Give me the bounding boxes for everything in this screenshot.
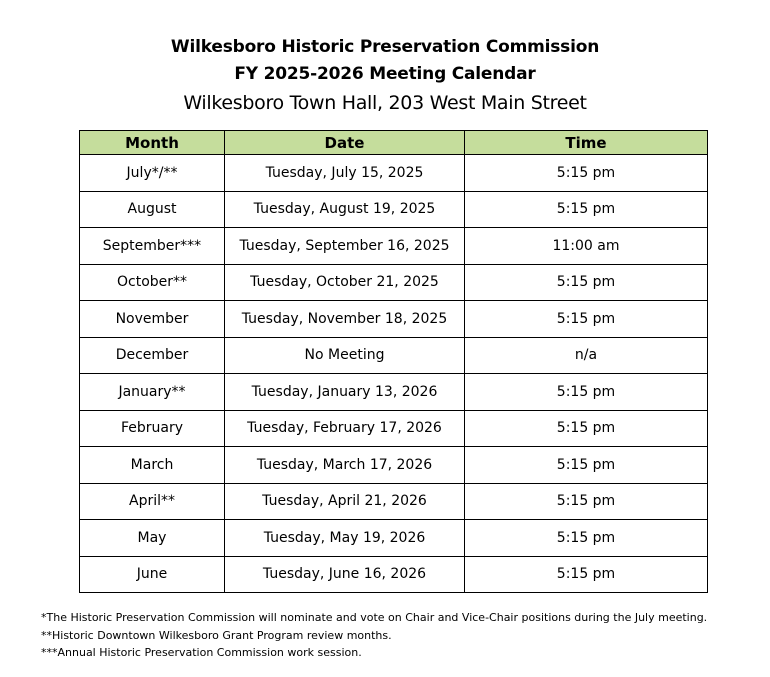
- table-row: [80, 301, 708, 338]
- month-cell: May: [80, 520, 225, 557]
- date-cell: Tuesday, October 21, 2025: [225, 264, 465, 301]
- table-row: [80, 447, 708, 484]
- meeting-calendar-table: [79, 130, 708, 593]
- time-cell: 5:15 pm: [465, 447, 708, 484]
- month-cell: April**: [80, 483, 225, 520]
- date-cell: Tuesday, September 16, 2025: [225, 228, 465, 265]
- table-row: [80, 556, 708, 593]
- time-cell: 5:15 pm: [465, 520, 708, 557]
- date-cell: Tuesday, November 18, 2025: [225, 301, 465, 338]
- footnotes: [41, 609, 761, 662]
- table-row: [80, 410, 708, 447]
- time-cell: 5:15 pm: [465, 410, 708, 447]
- date-cell: Tuesday, May 19, 2026: [225, 520, 465, 557]
- column-header-time: Time: [465, 131, 708, 155]
- time-cell: 5:15 pm: [465, 191, 708, 228]
- time-cell: 5:15 pm: [465, 374, 708, 411]
- table-row: [80, 520, 708, 557]
- time-cell: 5:15 pm: [465, 264, 708, 301]
- footnote-chair-election: *The Historic Preservation Commission will nominate and vote on Chair and Vice-Chair positions during the July meeting.: [41, 611, 708, 624]
- table-row: [80, 155, 708, 192]
- month-cell: June: [80, 556, 225, 593]
- date-cell: Tuesday, April 21, 2026: [225, 483, 465, 520]
- table-row: [80, 228, 708, 265]
- month-cell: December: [80, 337, 225, 374]
- document-subtitle: FY 2025-2026 Meeting Calendar: [234, 64, 536, 84]
- time-cell: 5:15 pm: [465, 301, 708, 338]
- meeting-location: Wilkesboro Town Hall, 203 West Main Street: [183, 92, 587, 114]
- month-cell: October**: [80, 264, 225, 301]
- column-header-month: Month: [80, 131, 225, 155]
- table-row: [80, 337, 708, 374]
- table-row: [80, 191, 708, 228]
- date-cell: No Meeting: [225, 337, 465, 374]
- month-cell: August: [80, 191, 225, 228]
- time-cell: 5:15 pm: [465, 483, 708, 520]
- time-cell: n/a: [465, 337, 708, 374]
- table-row: [80, 264, 708, 301]
- table-row: [80, 483, 708, 520]
- document-title: Wilkesboro Historic Preservation Commission: [170, 37, 600, 57]
- date-cell: Tuesday, March 17, 2026: [225, 447, 465, 484]
- month-cell: September***: [80, 228, 225, 265]
- time-cell: 11:00 am: [465, 228, 708, 265]
- month-cell: January**: [80, 374, 225, 411]
- table-header-row: [80, 131, 708, 155]
- month-cell: March: [80, 447, 225, 484]
- time-cell: 5:15 pm: [465, 155, 708, 192]
- footnote-grant-review: **Historic Downtown Wilkesboro Grant Program review months.: [41, 628, 392, 642]
- date-cell: Tuesday, June 16, 2026: [225, 556, 465, 593]
- month-cell: November: [80, 301, 225, 338]
- month-cell: July*/**: [80, 155, 225, 192]
- date-cell: Tuesday, February 17, 2026: [225, 410, 465, 447]
- footnote-work-session: ***Annual Historic Preservation Commission work session.: [41, 646, 362, 659]
- document-header: [0, 34, 770, 118]
- time-cell: 5:15 pm: [465, 556, 708, 593]
- month-cell: February: [80, 410, 225, 447]
- column-header-date: Date: [225, 131, 465, 155]
- date-cell: Tuesday, August 19, 2025: [225, 191, 465, 228]
- date-cell: Tuesday, July 15, 2025: [225, 155, 465, 192]
- table-row: [80, 374, 708, 411]
- date-cell: Tuesday, January 13, 2026: [225, 374, 465, 411]
